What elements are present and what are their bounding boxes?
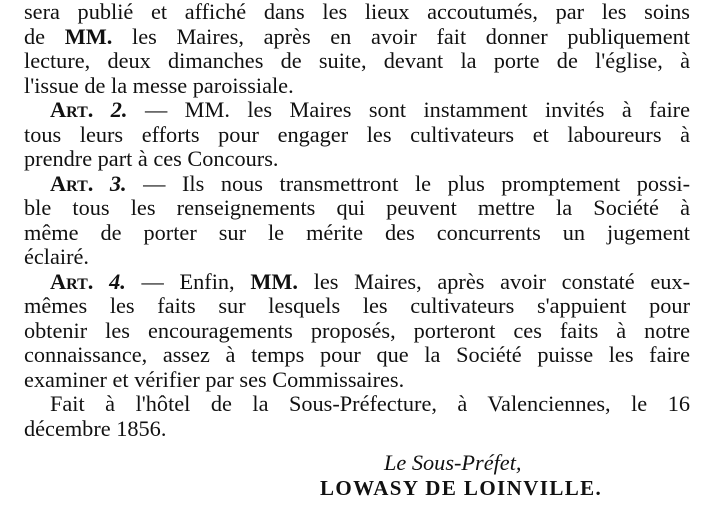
text-line: mêmes les faits sur lesquels les cultivateurs s'appuient pour: [24, 293, 690, 318]
text-line: obtenir les encouragements proposés, porteront ces faits à notre: [24, 317, 690, 343]
document-body: [24, 0, 690, 441]
text-run: les Maires, après avoir constaté eux-: [298, 268, 691, 294]
article-number: 2.: [110, 97, 128, 122]
article-label: Art.: [50, 97, 94, 122]
signatory-name: LOWASY DE LOINVILLE.: [320, 476, 603, 500]
text-line: l'issue de la messe paroissiale.: [24, 72, 294, 98]
article-number: 3.: [109, 170, 127, 196]
article-2: [24, 98, 690, 172]
honorific-mm: MM.: [64, 23, 113, 49]
text-line: [24, 270, 690, 295]
text-run: de: [24, 23, 65, 49]
text-line: [24, 98, 690, 123]
article-3: [24, 172, 690, 270]
text-line: ble tous les renseignements qui peuvent mettre la Société à: [24, 195, 690, 220]
text-run: — Enfin,: [125, 268, 251, 294]
text-line: même de porter sur le mérite des concurrents un jugement: [24, 219, 690, 245]
text-run: — Ils nous transmettront le plus promptement possi-: [126, 170, 690, 196]
text-line: examiner et vérifier par ses Commissaires.: [24, 366, 405, 392]
article-label: Art.: [50, 170, 94, 196]
article-label: Art.: [50, 268, 94, 294]
text-line: [24, 25, 690, 50]
text-line: [24, 172, 690, 197]
text-line: prendre part à ces Concours.: [24, 146, 279, 171]
closing-paragraph: [24, 392, 690, 441]
text-line: Fait à l'hôtel de la Sous-Préfecture, à Valenciennes, le 16: [50, 391, 690, 416]
opening-paragraph: [24, 0, 690, 98]
text-line: connaissance, assez à temps pour que la Société puisse les faire: [24, 342, 690, 367]
text-run: les Maires, après en avoir fait donner publiquement: [112, 23, 690, 49]
article-number: 4.: [109, 268, 126, 294]
text-line: tous leurs efforts pour engager les cultivateurs et laboureurs à: [24, 121, 690, 147]
text-line: décembre 1856.: [24, 415, 167, 441]
honorific-mm: MM.: [250, 268, 298, 294]
text-line: sera publié et affiché dans les lieux accoutumés, par les soins: [24, 0, 690, 24]
article-4: [24, 270, 690, 393]
text-run: — MM. les Maires sont instamment invités à faire: [127, 97, 690, 122]
signatory-title: Le Sous-Préfet,: [384, 450, 522, 475]
text-line: éclairé.: [24, 244, 89, 269]
text-line: lecture, deux dimanches de suite, devant la porte de l'église, à: [24, 48, 690, 73]
